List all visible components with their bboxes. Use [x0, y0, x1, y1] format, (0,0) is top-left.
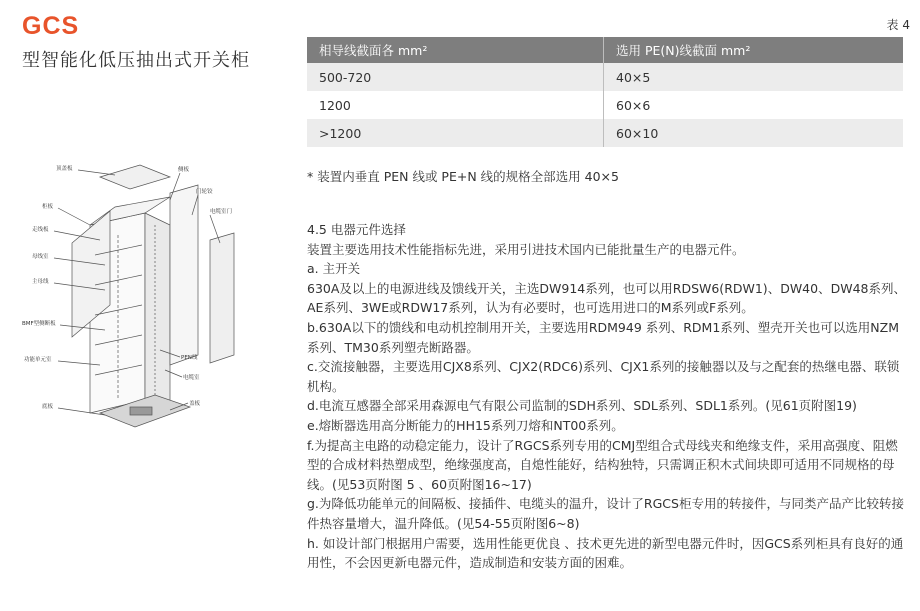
top-cover-shape [100, 165, 170, 189]
column-header: 选用 PE(N)线截面 mm² [604, 37, 904, 63]
column-header: 相导线截面各 mm² [307, 37, 604, 63]
table-cell: 40×5 [604, 63, 904, 91]
diagram-label: 电缆室门 [210, 209, 233, 215]
diagram-label: 门轮铰 [196, 189, 213, 195]
table-number: 表 4 [886, 18, 910, 32]
diagram-label: 底板 [42, 404, 54, 410]
page-subtitle: 型智能化低压抽出式开关柜 [22, 50, 250, 71]
table-row [307, 91, 903, 119]
table-cell: 1200 [307, 91, 604, 119]
door-panel-shape [170, 185, 198, 365]
diagram-label: 侧板 [178, 167, 190, 173]
table-row [307, 63, 903, 91]
cable-door-shape [210, 233, 234, 363]
table-cell: 500-720 [307, 63, 604, 91]
section-heading: 4.5 电器元件选择 [307, 222, 406, 237]
table-cell: 60×10 [604, 119, 904, 147]
paragraph: c.交流接触器，主要选用CJX8系列、CJX2(RDC6)系列、CJX1系列的接触器以及与之配套的热继电器、联锁机构。 [307, 359, 900, 394]
component-selection-section [307, 220, 907, 573]
brand-title: GCS [22, 12, 80, 40]
table-header-row [307, 37, 903, 63]
diagram-label: 电缆室 [183, 375, 200, 381]
table-cell: >1200 [307, 119, 604, 147]
spec-table [307, 37, 903, 147]
paragraph: g.为降低功能单元的间隔板、接插件、电缆头的温升，设计了RGCS柜专用的转接件，与同类产品产比较转接件热容量增大，温升降低。(见54-55页附图6~8) [307, 496, 904, 531]
diagram-label: 走线板 [32, 227, 49, 233]
diagram-label: PEN线 [181, 355, 198, 361]
paragraph: f.为提高主电路的动稳定能力，设计了RGCS系列专用的CMJ型组合式母线夹和绝缘支件，采用高强度、阻燃型的合成材料热塑成型，绝缘强度高，自熄性能好，结构独特，只需调正积木式间块即可适用不同规格的母线。(见53页附图 5 、60页附图16~17) [307, 437, 898, 492]
table-row [307, 119, 903, 147]
diagram-label: 顶盖板 [56, 166, 73, 172]
paragraph: a. 主开关 [307, 261, 361, 277]
diagram-label: 柜板 [42, 204, 54, 210]
paragraph: h. 如设计部门根据用户需要，选用性能更优良 、技术更先进的新型电器元件时，因GCS系列柜具有良好的通用性，不会因更新电器元件，造成制造和安装方面的困难。 [307, 535, 904, 571]
diagram-label: BMF型侧断板 [22, 321, 56, 327]
paragraph: 630A及以上的电源进线及馈线开关，主选DW914系列，也可以用RDSW6(RDW1)、DW40、DW48系列、AE系列、3WE或RDW17系列，认为有必要时，也可选用进口的M系列或F系列。 [307, 280, 906, 316]
diagram-label: 母线室 [32, 254, 49, 260]
diagram-label: 主母线 [32, 279, 49, 285]
diagram-label: 功能单元室 [24, 357, 52, 363]
table-footnote: * 装置内垂直 PEN 线或 PE+N 线的规格全部选用 40×5 [307, 169, 619, 184]
paragraph: e.熔断器选用高分断能力的HH15系列刀熔和NT00系列。 [307, 417, 624, 433]
table-cell: 60×6 [604, 91, 904, 119]
paragraph: b.630A以下的馈线和电动机控制用开关，主要选用RDM949 系列、RDM1系列、塑壳开关也可以选用NZM系列、TM30系列塑壳断路器。 [307, 319, 899, 355]
cabinet-exploded-diagram [20, 155, 302, 437]
paragraph: 装置主要选用技术性能指标先进，采用引进技术国内已能批量生产的电器元件。 [307, 241, 745, 257]
cabinet-side-shape [145, 213, 170, 413]
paragraph: d.电流互感器全部采用森源电气有限公司监制的SDH系列、SDL系列、SDL1系列。(见61页附图19) [307, 398, 857, 414]
diagram-label: 盖板 [189, 401, 201, 407]
